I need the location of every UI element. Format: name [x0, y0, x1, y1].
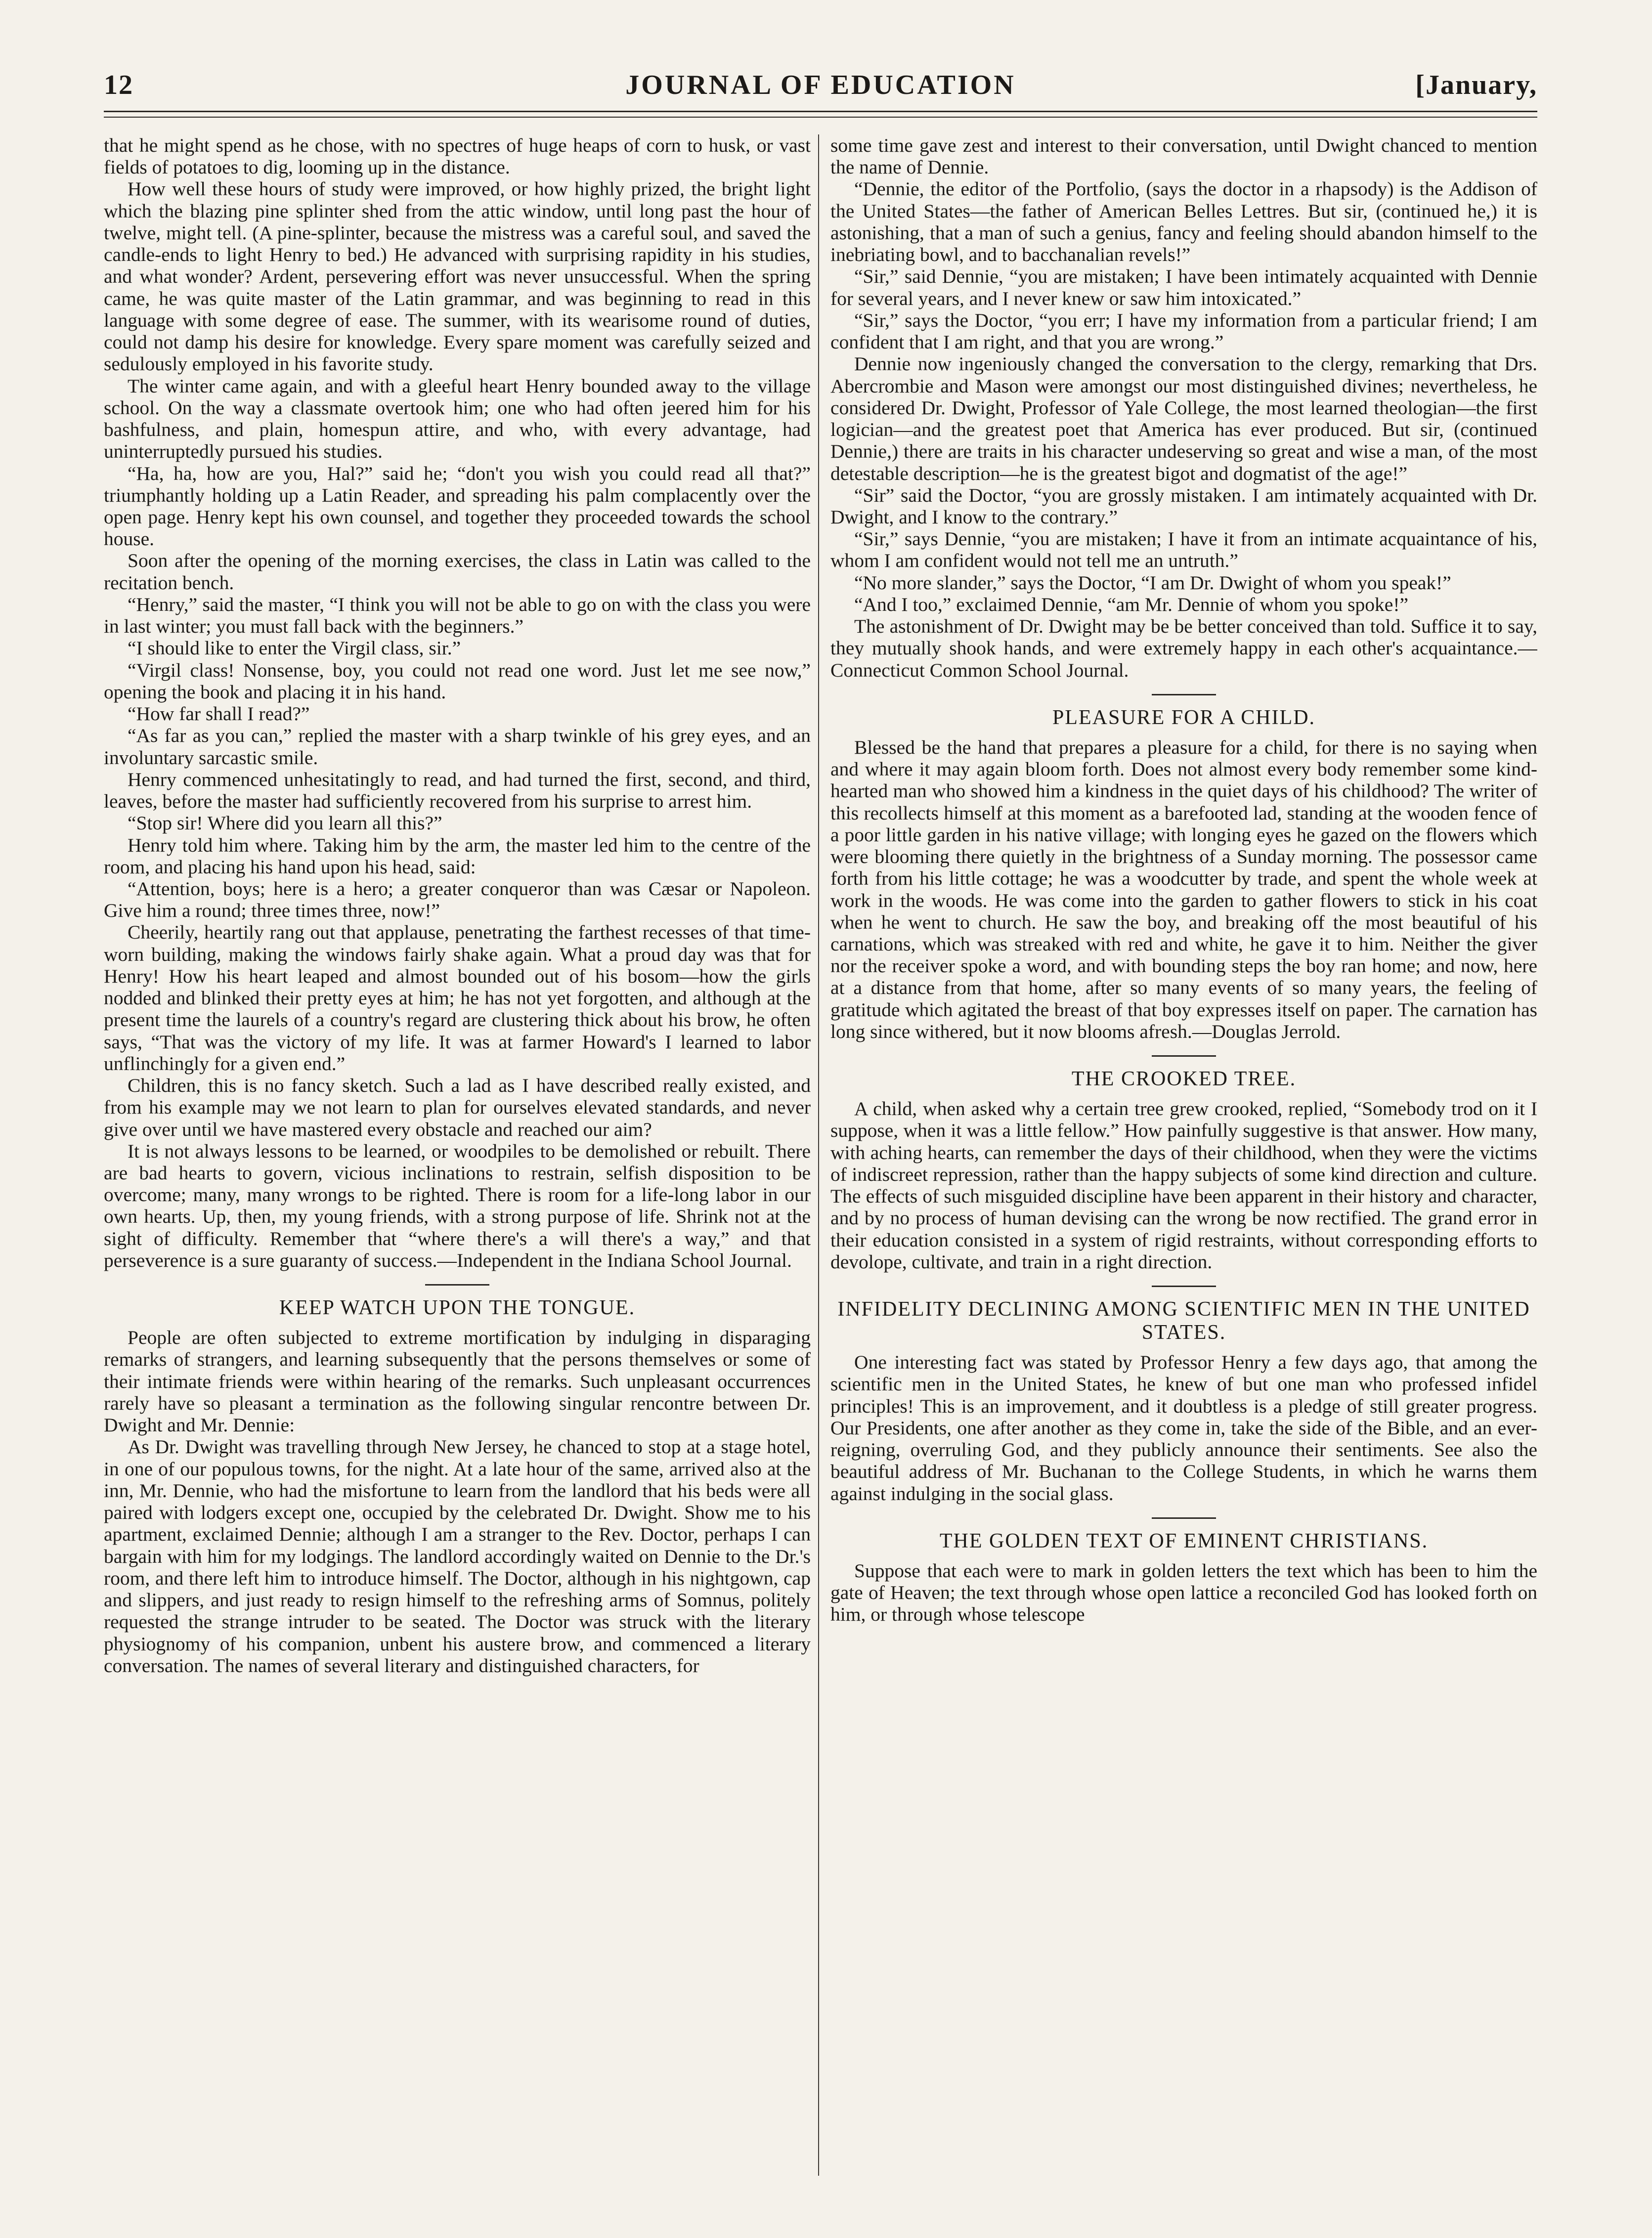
page-header	[104, 69, 1537, 109]
article-paragraph: some time gave zest and interest to their conversation, until Dwight chanced to mention the name of Dennie.	[830, 134, 1537, 178]
section-heading-golden-text: THE GOLDEN TEXT OF EMINENT CHRISTIANS.	[939, 1529, 1429, 1552]
article-paragraph: The winter came again, and with a gleeful heart Henry bounded away to the village school. On the way a classmate overtook him; one who had often jeered him for his bashfulness, and plain, homespun attire, and who, with every advantage, had uninterruptedly pursued his studies.	[104, 375, 811, 463]
article-paragraph: The astonishment of Dr. Dwight may be be better conceived than told. Suffice it to say, they mutually shook hands, and were extremely happy in each other's acquaintance.—Connecticut Common School Journal.	[830, 615, 1537, 681]
section-divider	[1152, 1055, 1216, 1057]
article-paragraph: “How far shall I read?”	[128, 703, 310, 725]
header-rule-bottom	[104, 117, 1537, 118]
article-paragraph: “Attention, boys; here is a hero; a greater conqueror than was Cæsar or Napoleon. Give him a round; three times three, now!”	[104, 877, 811, 922]
article-paragraph: “Ha, ha, how are you, Hal?” said he; “don't you wish you could read all that?” triumphantly holding up a Latin Reader, and spreading his palm complacently over the open page. Henry kept his own counsel, and together they proceeded towards the school house.	[104, 462, 811, 550]
article-paragraph: Henry commenced unhesitatingly to read, and had turned the first, second, and third, leaves, before the master had sufficiently recovered from his surprise to arrest him.	[104, 768, 811, 813]
article-paragraph: Henry told him where. Taking him by the arm, the master led him to the centre of the room, and placing his hand upon his head, said:	[104, 834, 811, 878]
article-paragraph: “I should like to enter the Virgil class, sir.”	[128, 637, 461, 659]
section-heading-tongue: KEEP WATCH UPON THE TONGUE.	[279, 1296, 636, 1320]
left-column	[104, 134, 811, 2186]
article-paragraph: How well these hours of study were improved, or how highly prized, the bright light which the blazing pine splinter shed from the attic window, until long past the hour of twelve, might tell. (A pine-splinter, because the mistress was a careful soul, and saved the candle-ends to light Henry to bed.) He advanced with surprising rapidity in his studies, and what wonder? Ardent, persevering effort was never unsuccessful. When the spring came, he was quite master of the Latin grammar, and was beginning to read in this language with some degree of ease. The summer, with its wearisome round of duties, could not damp his desire for knowledge. Every spare moment was carefully seized and sedulously employed in his favorite study.	[104, 178, 811, 375]
article-paragraph: “Sir” said the Doctor, “you are grossly mistaken. I am intimately acquainted with Dr. Dwight, and I know to the contrary.”	[830, 484, 1537, 528]
article-paragraph: “And I too,” exclaimed Dennie, “am Mr. Dennie of whom you spoke!”	[854, 593, 1409, 615]
column-divider	[818, 134, 819, 2176]
article-paragraph: “Sir,” says Dennie, “you are mistaken; I have it from an intimate acquaintance of his, whom I am confident would not tell me an untruth.”	[830, 528, 1537, 572]
article-paragraph: “No more slander,” says the Doctor, “I am Dr. Dwight of whom you speak!”	[854, 571, 1451, 594]
article-paragraph: “Virgil class! Nonsense, boy, you could not read one word. Just let me see now,” opening the book and placing it in his hand.	[104, 659, 811, 703]
journal-title: JOURNAL OF EDUCATION	[625, 70, 1016, 100]
article-paragraph: Soon after the opening of the morning exercises, the class in Latin was called to the recitation bench.	[104, 550, 811, 594]
section-divider	[1152, 1517, 1216, 1519]
article-paragraph: A child, when asked why a certain tree grew crooked, replied, “Somebody trod on it I suppose, when it was a little fellow.” How painfully suggestive is that answer. How many, with aching hearts, can remember the days of their childhood, when they were the victims of indiscreet repression, rather than the happy subjects of some kind direction and culture. The effects of such misguided discipline have been apparent in their history and character, and by no process of human devising can the wrong be now rectified. The grand error in their education consisted in a system of rigid restraints, without corresponding efforts to devolope, cultivate, and train in a right direction.	[830, 1098, 1537, 1273]
article-paragraph: Blessed be the hand that prepares a pleasure for a child, for there is no saying when and where it may again bloom forth. Does not almost every body remember some kind-hearted man who showed him a kindness in the quiet days of his childhood? The writer of this recollects himself at this moment as a barefooted lad, standing at the wooden fence of a poor little garden in his native village; with longing eyes he gazed on the flowers which were blooming there quietly in the brightness of a Sunday morning. The possessor came forth from his little cottage; he was a woodcutter by trade, and spent the whole week at work in the woods. He was come into the garden to gather flowers to stick in his coat when he went to church. He saw the boy, and breaking off the most beautiful of his carnations, which was streaked with red and white, he gave it to him. Neither the giver nor the receiver spoke a word, and with bounding steps the boy ran home; and now, here at a distance from that home, after so many events of so many years, the feeling of gratitude which agitated the breast of that boy expresses itself on paper. The carnation has long since withered, but it now blooms afresh.—Douglas Jerrold.	[830, 736, 1537, 1042]
article-paragraph: “Sir,” said Dennie, “you are mistaken; I have been intimately acquainted with Dennie for several years, and I never knew or saw him intoxicated.”	[830, 265, 1537, 309]
article-paragraph: “Henry,” said the master, “I think you will not be able to go on with the class you were in last winter; you must fall back with the beginners.”	[104, 593, 811, 638]
section-divider	[1152, 1286, 1216, 1287]
article-paragraph: “Dennie, the editor of the Portfolio, (says the doctor in a rhapsody) is the Addison of the United States—the father of American Belles Lettres. But sir, (continued he,) it is astonishing, that a man of such a genius, fancy and feeling should abandon himself to the inebriating bowl, and to bacchanalian revels!”	[830, 178, 1537, 266]
section-heading-crooked-tree: THE CROOKED TREE.	[1071, 1068, 1297, 1091]
section-heading-infidelity: INFIDELITY DECLINING AMONG SCIENTIFIC MEN IN THE UNITED STATES.	[837, 1298, 1530, 1344]
article-paragraph: “Stop sir! Where did you learn all this?”	[128, 812, 442, 834]
issue-month: [January,	[1415, 70, 1537, 100]
article-paragraph: Children, this is no fancy sketch. Such a lad as I have described really existed, and from his example may we not learn to plan for ourselves elevated standards, and never give over until we have mastered every obstacle and reached our aim?	[104, 1075, 811, 1140]
section-heading-pleasure: PLEASURE FOR A CHILD.	[1052, 706, 1316, 729]
header-rule-top	[104, 111, 1537, 112]
article-paragraph: One interesting fact was stated by Professor Henry a few days ago, that among the scientific men in the United States, he knew of but one man who professed infidel principles! This is an improvement, and it doubtless is a pledge of still greater progress. Our Presidents, one after another as they come in, take the side of the Bible, and an ever-reigning, overruling God, and they publicly announce their sentiments. See also the beautiful address of Mr. Buchanan to the College Students, in which he warns them against indulging in the social glass.	[830, 1351, 1537, 1505]
article-paragraph: that he might spend as he chose, with no spectres of huge heaps of corn to husk, or vast fields of potatoes to dig, looming up in the distance.	[104, 134, 811, 178]
page-number: 12	[104, 70, 133, 100]
article-paragraph: Cheerily, heartily rang out that applause, penetrating the farthest recesses of that time-worn building, making the windows fairly shake again. What a proud day was that for Henry! How his heart leaped and almost bounded out of his bosom—how the girls nodded and blinked their pretty eyes at him; he has not yet forgotten, and although at the present time the laurels of a country's regard are clustering thick about his brow, he often says, “That was the victory of my life. It was at farmer Howard's I learned to labor unflinchingly for a given end.”	[104, 921, 811, 1075]
section-divider	[425, 1284, 489, 1286]
article-paragraph: People are often subjected to extreme mortification by indulging in disparaging remarks of strangers, and learning subsequently that the persons themselves or some of their intimate friends were within hearing of the remarks. Such unpleasant occurrences rarely have so pleasant a termination as the following singular rencontre between Dr. Dwight and Mr. Dennie:	[104, 1327, 811, 1436]
article-paragraph: It is not always lessons to be learned, or woodpiles to be demolished or rebuilt. There are bad hearts to govern, vicious inclinations to restrain, selfish disposition to be overcome; many, many wrongs to be righted. There is room for a life-long labor in our own hearts. Up, then, my young friends, with a strong purpose of life. Shrink not at the sight of difficulty. Remember that “where there's a will there's a way,” and that perseverence is a sure guaranty of success.—Independent in the Indiana School Journal.	[104, 1140, 811, 1271]
article-paragraph: Dennie now ingeniously changed the conversation to the clergy, remarking that Drs. Abercrombie and Mason were amongst our most distinguished divines; nevertheless, he considered Dr. Dwight, Professor of Yale College, the most learned theologian—the first logician—and the greatest poet that America has ever produced. But sir, (continued Dennie,) there are traits in his character undeserving so great and wise a man, of the most detestable description—he is the greatest bigot and dogmatist of the age!”	[830, 353, 1537, 484]
section-divider	[1152, 694, 1216, 695]
article-paragraph: As Dr. Dwight was travelling through New Jersey, he chanced to stop at a stage hotel, in one of our populous towns, for the night. At a late hour of the same, arrived also at the inn, Mr. Dennie, who had the misfortune to learn from the landlord that his beds were all paired with lodgers except one, occupied by the celebrated Dr. Dwight. Show me to his apartment, exclaimed Dennie; although I am a stranger to the Rev. Doctor, perhaps I can bargain with him for my lodgings. The landlord accordingly waited on Dennie to the Dr.'s room, and there left him to introduce himself. The Doctor, although in his nightgown, cap and slippers, and just ready to resign himself to the refreshing arms of Somnus, politely requested the strange intruder to be seated. The Doctor was struck with the literary physiognomy of his companion, unbent his austere brow, and commenced a literary conversation. The names of several literary and distinguished characters, for	[104, 1436, 811, 1677]
article-paragraph: “Sir,” says the Doctor, “you err; I have my information from a particular friend; I am confident that I am right, and that you are wrong.”	[830, 309, 1537, 353]
right-column	[830, 134, 1537, 2186]
article-paragraph: Suppose that each were to mark in golden letters the text which has been to him the gate of Heaven; the text through whose open lattice a reconciled God has looked forth on him, or through whose telescope	[830, 1559, 1537, 1626]
article-paragraph: “As far as you can,” replied the master with a sharp twinkle of his grey eyes, and an involuntary sarcastic smile.	[104, 725, 811, 769]
